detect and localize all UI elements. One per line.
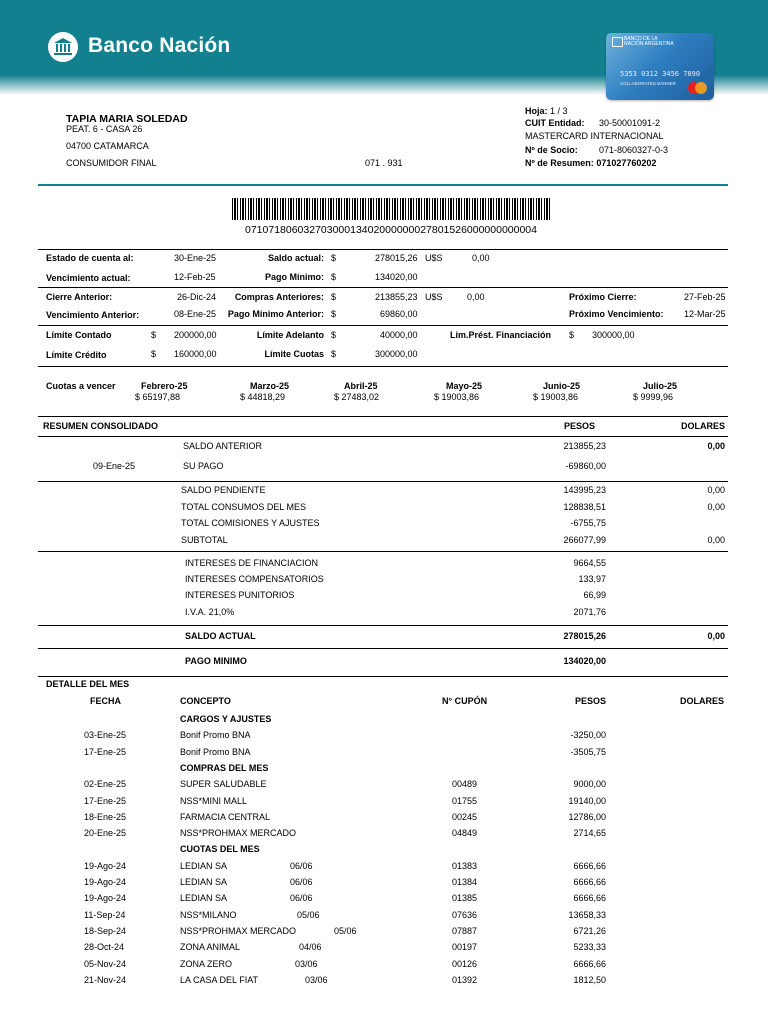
- cuota-month: Abril-25: [344, 381, 378, 391]
- row-cuota: 03/06: [305, 974, 328, 985]
- row-fecha: 21-Nov-24: [84, 974, 127, 985]
- row-cupon: 07636: [452, 909, 478, 920]
- col-cupon: N° CUPÓN: [442, 696, 488, 706]
- bank-building-icon: [48, 32, 78, 62]
- row-pesos: 6666,66: [573, 860, 606, 871]
- row-pesos: 13658,33: [568, 909, 606, 920]
- saldo-anterior-dolares: 0,00: [707, 441, 725, 451]
- proximo-cierre-value: 27-Feb-25: [684, 292, 726, 302]
- lim-prest-value: 300000,00: [592, 330, 635, 340]
- compras-anteriores-usd: 0,00: [467, 292, 485, 302]
- col-concepto: CONCEPTO: [180, 696, 231, 706]
- su-pago-label: SU PAGO: [183, 461, 224, 471]
- row-concepto: NSS*PROHMAX MERCADO: [180, 828, 297, 839]
- row-concepto: NSS*MILANO: [180, 909, 237, 920]
- subtotal-dolares: 0,00: [707, 535, 725, 545]
- cierre-anterior-label: Cierre Anterior:: [46, 292, 113, 302]
- saldo-actual-row-dolares: 0,00: [707, 631, 725, 641]
- row-pesos: 12786,00: [568, 811, 606, 822]
- row-fecha: 19-Ago-24: [84, 893, 127, 904]
- cuota-month: Mayo-25: [446, 381, 483, 391]
- row-concepto: NSS*MINI MALL: [180, 795, 248, 806]
- row-cupon: 01383: [452, 860, 478, 871]
- pago-min-anterior-label: Pago Mínimo Anterior:: [227, 309, 324, 319]
- row-pesos: 5233,33: [573, 942, 606, 953]
- row-cuota: 06/06: [290, 860, 313, 871]
- barcode: [232, 198, 550, 220]
- row-concepto: ZONA ANIMAL: [180, 942, 241, 953]
- row-cuota: 03/06: [295, 958, 318, 969]
- total-comisiones-label: TOTAL COMISIONES Y AJUSTES: [181, 518, 320, 528]
- row-pesos: -3505,75: [570, 746, 606, 757]
- cuota-month: Junio-25: [543, 381, 581, 391]
- proximo-cierre-label: Próximo Cierre:: [569, 292, 637, 302]
- iva-pesos: 2071,76: [573, 607, 606, 617]
- row-cuota: 06/06: [290, 893, 313, 904]
- int-compensatorios-pesos: 133,97: [578, 574, 606, 584]
- row-pesos: 19140,00: [568, 795, 606, 806]
- limite-cuotas-value: 300000,00: [375, 349, 418, 359]
- cuit-label: CUIT Entidad:: [525, 118, 585, 128]
- pago-minimo-row-pesos: 134020,00: [563, 656, 606, 666]
- saldo-actual-usd: 0,00: [472, 253, 490, 263]
- row-pesos: 6666,66: [573, 893, 606, 904]
- limite-contado-label: Límite Contado: [46, 330, 112, 340]
- row-cuota: 05/06: [334, 925, 357, 936]
- estado-label: Estado de cuenta al:: [46, 253, 134, 263]
- header-divider: [38, 184, 728, 186]
- cuota-value: $ 44818,29: [240, 392, 286, 402]
- venc-anterior-value: 08-Ene-25: [174, 309, 217, 319]
- row-cuota: 05/06: [297, 909, 320, 920]
- proximo-venc-value: 12-Mar-25: [684, 309, 726, 319]
- section-cuotas: CUOTAS DEL MES: [180, 844, 260, 855]
- bank-name: Banco Nación: [88, 34, 231, 57]
- row-pesos: 1812,50: [573, 974, 606, 985]
- row-cuota: 06/06: [290, 877, 313, 887]
- row-cupon: 07887: [452, 925, 478, 936]
- int-financiacion-label: INTERESES DE FINANCIACION: [185, 558, 319, 568]
- subtotal-pesos: 266077,99: [563, 535, 606, 545]
- row-pesos: 9000,00: [573, 779, 606, 790]
- pago-min-anterior-value: 69860,00: [380, 309, 418, 319]
- cuota-value: $ 9999,96: [633, 392, 674, 402]
- row-pesos: 6666,66: [573, 877, 606, 887]
- cuotas-vencer-label: Cuotas a vencer: [46, 381, 116, 391]
- cuota-month: Julio-25: [643, 381, 678, 391]
- hoja: Hoja: 1 / 3: [525, 106, 568, 116]
- venc-value: 12-Feb-25: [174, 272, 216, 282]
- pago-minimo-value: 134020,00: [375, 272, 418, 282]
- compras-anteriores-label: Compras Anteriores:: [234, 292, 324, 302]
- row-fecha: 05-Nov-24: [84, 958, 127, 969]
- section-compras: COMPRAS DEL MES: [180, 762, 269, 773]
- cuota-value: $ 65197,88: [135, 392, 181, 402]
- subtotal-label: SUBTOTAL: [181, 535, 228, 545]
- card-bank-line2: NACIÓN ARGENTINA: [624, 41, 674, 47]
- saldo-actual-label: Saldo actual:: [267, 253, 324, 263]
- row-pesos: 6666,66: [573, 958, 606, 969]
- row-cupon: 01392: [452, 974, 478, 985]
- detalle-title: DETALLE DEL MES: [46, 679, 130, 689]
- socio-value: 071-8060327-0-3: [599, 145, 669, 155]
- row-fecha: 20-Ene-25: [84, 828, 127, 839]
- compras-anteriores-pesos: 213855,23: [375, 292, 418, 302]
- bank-logo: [38, 31, 252, 67]
- total-comisiones-pesos: -6755,75: [570, 518, 606, 528]
- resumen-dolares-header: DOLARES: [681, 421, 726, 431]
- row-cupon: 01385: [452, 893, 478, 904]
- customer-code: 071 . 931: [365, 158, 403, 168]
- credit-card-image: [606, 33, 714, 100]
- limite-credito-value: 160000,00: [174, 349, 217, 359]
- customer-address1: PEAT. 6 - CASA 26: [66, 124, 143, 134]
- row-fecha: 19-Ago-24: [84, 877, 127, 887]
- row-fecha: 18-Sep-24: [84, 925, 127, 936]
- resumen-pesos-header: PESOS: [564, 421, 596, 431]
- venc-anterior-label: Vencimiento Anterior:: [46, 310, 140, 320]
- row-fecha: 28-Oct-24: [84, 942, 125, 953]
- row-fecha: 11-Sep-24: [84, 909, 126, 920]
- col-pesos: PESOS: [575, 696, 607, 706]
- row-concepto: LA CASA DEL FIAT: [180, 974, 259, 985]
- cuit-value: 30-50001091-2: [599, 118, 661, 128]
- row-cupon: 01755: [452, 795, 478, 806]
- row-fecha: 17-Ene-25: [84, 746, 127, 757]
- row-cuota: 04/06: [299, 942, 322, 953]
- row-concepto: FARMACIA CENTRAL: [180, 811, 271, 822]
- col-fecha: FECHA: [90, 696, 121, 706]
- row-concepto: Bonif Promo BNA: [180, 730, 251, 741]
- section-cargos: CARGOS Y AJUSTES: [180, 714, 272, 724]
- row-cupon: 00245: [452, 811, 478, 822]
- row-fecha: 18-Ene-25: [84, 811, 127, 822]
- cierre-anterior-value: 26-Dic-24: [177, 292, 217, 302]
- row-fecha: 17-Ene-25: [84, 795, 127, 806]
- lim-prest-label: Lim.Prést. Financiación: [450, 330, 552, 340]
- limite-cuotas-label: Límite Cuotas: [264, 349, 324, 359]
- row-concepto: LEDIAN SA: [180, 877, 228, 887]
- row-concepto: Bonif Promo BNA: [180, 746, 251, 757]
- saldo-anterior-pesos: 213855,23: [563, 441, 606, 451]
- iva-label: I.V.A. 21,0%: [185, 607, 235, 617]
- limite-adelanto-value: 40000,00: [380, 330, 418, 340]
- cuota-value: $ 27483,02: [334, 392, 380, 402]
- row-cupon: 00197: [452, 942, 478, 953]
- card-bank-icon: [612, 37, 623, 47]
- row-fecha: 03-Ene-25: [84, 730, 127, 741]
- barcode-number: 07107180603270300013402000000027801526000000000004: [245, 224, 537, 236]
- saldo-pendiente-dolares: 0,00: [707, 485, 725, 495]
- limite-credito-label: Límite Crédito: [46, 350, 107, 360]
- card-bank-line1: BANCO DE LA: [624, 36, 658, 42]
- row-concepto: LEDIAN SA: [180, 860, 228, 871]
- int-punitorios-pesos: 66,99: [583, 590, 606, 600]
- entity: MASTERCARD INTERNACIONAL: [525, 131, 664, 141]
- limite-adelanto-label: Límite Adelanto: [256, 330, 324, 340]
- estado-value: 30-Ene-25: [174, 253, 217, 263]
- venc-label: Vencimiento actual:: [46, 273, 131, 283]
- saldo-anterior-label: SALDO ANTERIOR: [183, 441, 263, 451]
- customer-condition: CONSUMIDOR FINAL: [66, 158, 157, 168]
- saldo-pendiente-pesos: 143995,23: [563, 485, 606, 495]
- customer-name: TAPIA MARIA SOLEDAD: [66, 113, 188, 125]
- row-concepto: LEDIAN SA: [180, 893, 228, 904]
- row-cupon: 04849: [452, 828, 478, 839]
- int-compensatorios-label: INTERESES COMPENSATORIOS: [185, 574, 324, 584]
- row-cupon: 00126: [452, 958, 478, 969]
- total-consumos-dolares: 0,00: [707, 502, 725, 512]
- row-concepto: ZONA ZERO: [180, 958, 233, 969]
- total-consumos-pesos: 128838,51: [563, 502, 606, 512]
- card-holder: COLLABORATES BANNER: [620, 81, 676, 86]
- row-fecha: 19-Ago-24: [84, 860, 127, 871]
- saldo-actual-row-label: SALDO ACTUAL: [185, 631, 256, 641]
- resumen-title: RESUMEN CONSOLIDADO: [43, 421, 159, 431]
- cuota-value: $ 19003,86: [434, 392, 480, 402]
- row-fecha: 02-Ene-25: [84, 779, 127, 790]
- total-consumos-label: TOTAL CONSUMOS DEL MES: [181, 502, 307, 512]
- int-punitorios-label: INTERESES PUNITORIOS: [185, 590, 295, 600]
- limite-contado-value: 200000,00: [174, 330, 217, 340]
- row-pesos: 2714,65: [573, 828, 606, 839]
- su-pago-pesos: -69860,00: [565, 461, 606, 471]
- pago-minimo-row-label: PAGO MINIMO: [185, 656, 247, 666]
- row-concepto: SUPER SALUDABLE: [180, 779, 267, 790]
- saldo-actual-row-pesos: 278015,26: [563, 631, 606, 641]
- customer-address2: 04700 CATAMARCA: [66, 141, 149, 151]
- proximo-venc-label: Próximo Vencimiento:: [569, 309, 664, 319]
- saldo-pendiente-label: SALDO PENDIENTE: [181, 485, 266, 495]
- socio-label: Nº de Socio:: [525, 145, 578, 155]
- saldo-actual-pesos: 278015,26: [375, 253, 418, 263]
- int-financiacion-pesos: 9664,55: [573, 558, 606, 568]
- card-number: 5353 0312 3456 7890: [620, 70, 701, 78]
- cuota-value: $ 19003,86: [533, 392, 579, 402]
- su-pago-date: 09-Ene-25: [93, 461, 136, 471]
- col-dolares: DOLARES: [680, 696, 725, 706]
- cuota-month: Marzo-25: [250, 381, 290, 391]
- row-cupon: 00489: [452, 779, 478, 790]
- resumen-number: Nº de Resumen: 071027760202: [525, 158, 657, 168]
- row-pesos: 6721,26: [573, 925, 606, 936]
- row-concepto: NSS*PROHMAX MERCADO: [180, 925, 297, 936]
- row-pesos: -3250,00: [570, 730, 606, 741]
- row-cupon: 01384: [452, 877, 478, 887]
- pago-minimo-label: Pago Mínimo:: [265, 272, 324, 282]
- cuota-month: Febrero-25: [141, 381, 188, 391]
